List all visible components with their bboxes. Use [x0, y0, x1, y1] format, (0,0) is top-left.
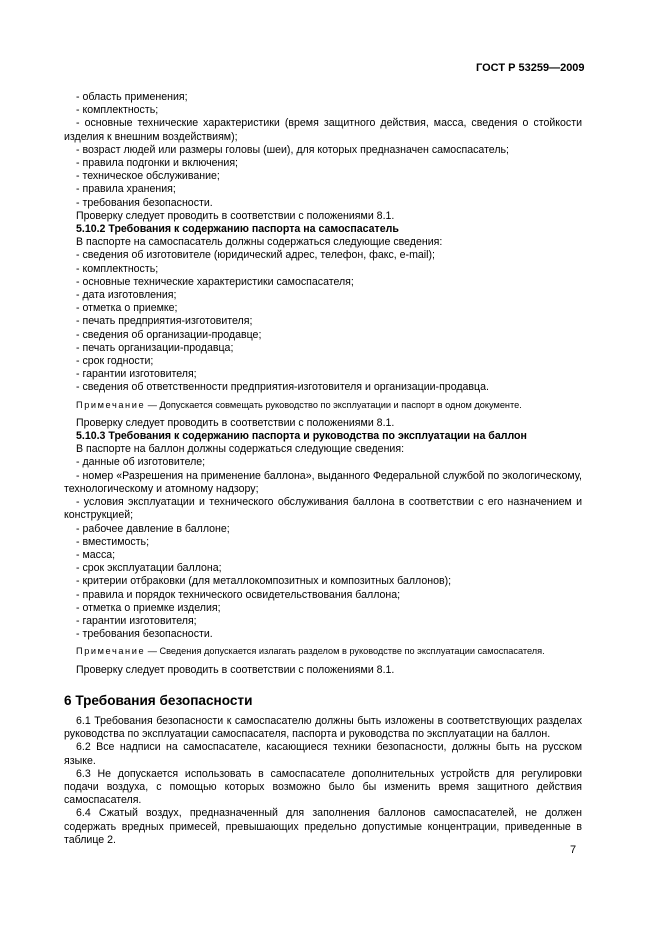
- note-text: — Допускается совмещать руководство по эксплуатации и паспорт в одном документе.: [145, 399, 522, 410]
- list-item: - сведения об ответственности предприятия-изготовителя и организации-продавца.: [76, 381, 489, 394]
- list-item: - требования безопасности.: [76, 628, 213, 641]
- list-item: - отметка о приемке изделия;: [76, 601, 221, 614]
- list-item: - срок годности;: [76, 355, 154, 368]
- list-item: - комплектность;: [76, 262, 159, 275]
- list-item: - отметка о приемке;: [76, 302, 178, 315]
- paragraph-6-4: 6.4 Сжатый воздух, предназначенный для заполнения баллонов самоспасателей, не должен содержать вредных примесей, превышающих предельно допустимые концентрации, приведенные в таблице 2.: [64, 807, 582, 846]
- note: [64, 399, 582, 412]
- list-item: - основные технические характеристики самоспасателя;: [76, 275, 354, 288]
- list-item: - рабочее давление в баллоне;: [76, 522, 230, 535]
- list-item: - область применения;: [76, 91, 188, 103]
- list-item: - требования безопасности.: [76, 196, 213, 209]
- document-id: ГОСТ Р 53259—2009: [476, 62, 585, 74]
- paragraph-6-3: 6.3 Не допускается использовать в самоспасателе дополнительных устройств для регулировки подачи воздуха, с помощью которых возможно было бы изменить время защитного действия самоспасателя.: [64, 767, 582, 807]
- page-body: [64, 91, 582, 847]
- list-item: - гарантии изготовителя;: [76, 614, 197, 627]
- note-text: — Сведения допускается излагать разделом в руководстве по эксплуатации самоспасателя.: [145, 646, 545, 657]
- paragraph-6-1: 6.1 Требования безопасности к самоспасателю должны быть изложены в соответствующих разделах руководства по эксплуатации самоспасателя, паспорта и руководства по эксплуатации на баллон.: [64, 714, 582, 741]
- list-item: - вместимость;: [76, 535, 150, 548]
- list-item: - дата изготовления;: [76, 289, 177, 302]
- intro-text: В паспорте на самоспасатель должны содержаться следующие сведения:: [76, 236, 443, 249]
- list-item: - техническое обслуживание;: [76, 170, 220, 183]
- list-item: - гарантии изготовителя;: [76, 368, 197, 381]
- page-number: 7: [570, 844, 577, 856]
- note-label: Примечание: [76, 646, 146, 657]
- list-item: - данные об изготовителе;: [76, 456, 206, 469]
- list-item: - правила хранения;: [76, 183, 176, 196]
- list-item: - комплектность;: [76, 104, 159, 117]
- heading-5-10-3: 5.10.3 Требования к содержанию паспорта и руководства по эксплуатации на баллон: [76, 430, 527, 443]
- list-item: - условия эксплуатации и технического обслуживания баллона в соответствии с его назначением и конструкцией;: [64, 496, 582, 522]
- list-item: - сведения об организации-продавце;: [76, 328, 262, 341]
- list-item: - печать предприятия-изготовителя;: [76, 315, 253, 328]
- note: [64, 645, 582, 658]
- list-item: - масса;: [76, 548, 116, 561]
- note-label: Примечание: [76, 399, 146, 410]
- list-item: - номер «Разрешения на применение баллона», выданного Федеральной службой по экологическому, технологическому и атомному надзору;: [64, 469, 582, 495]
- section-title: 6 Требования безопасности: [64, 692, 253, 708]
- list-item: - правила подгонки и включения;: [76, 157, 238, 170]
- check-statement: Проверку следует проводить в соответствии с положениями 8.1.: [76, 416, 395, 429]
- list-item: - срок эксплуатации баллона;: [76, 562, 222, 575]
- list-item: - возраст людей или размеры головы (шеи), для которых предназначен самоспасатель;: [76, 143, 509, 156]
- list-item: - печать организации-продавца;: [76, 341, 234, 354]
- list-item: - правила и порядок технического освидетельствования баллона;: [76, 588, 401, 601]
- list-item: - критерии отбраковки (для металлокомпозитных и композитных баллонов);: [76, 575, 452, 588]
- check-statement: Проверку следует проводить в соответствии с положениями 8.1.: [76, 209, 395, 222]
- paragraph-6-2: 6.2 Все надписи на самоспасателе, касающиеся техники безопасности, должны быть на русском языке.: [64, 741, 582, 767]
- check-statement: Проверку следует проводить в соответствии с положениями 8.1.: [76, 663, 395, 676]
- list-item: - сведения об изготовителе (юридический адрес, телефон, факс, e-mail);: [76, 249, 435, 262]
- list-item: - основные технические характеристики (время защитного действия, масса, сведения о стойкости изделия к внешним воздействиям);: [64, 117, 582, 143]
- intro-text: В паспорте на баллон должны содержаться следующие сведения:: [76, 443, 405, 456]
- heading-5-10-2: 5.10.2 Требования к содержанию паспорта на самоспасатель: [76, 223, 399, 236]
